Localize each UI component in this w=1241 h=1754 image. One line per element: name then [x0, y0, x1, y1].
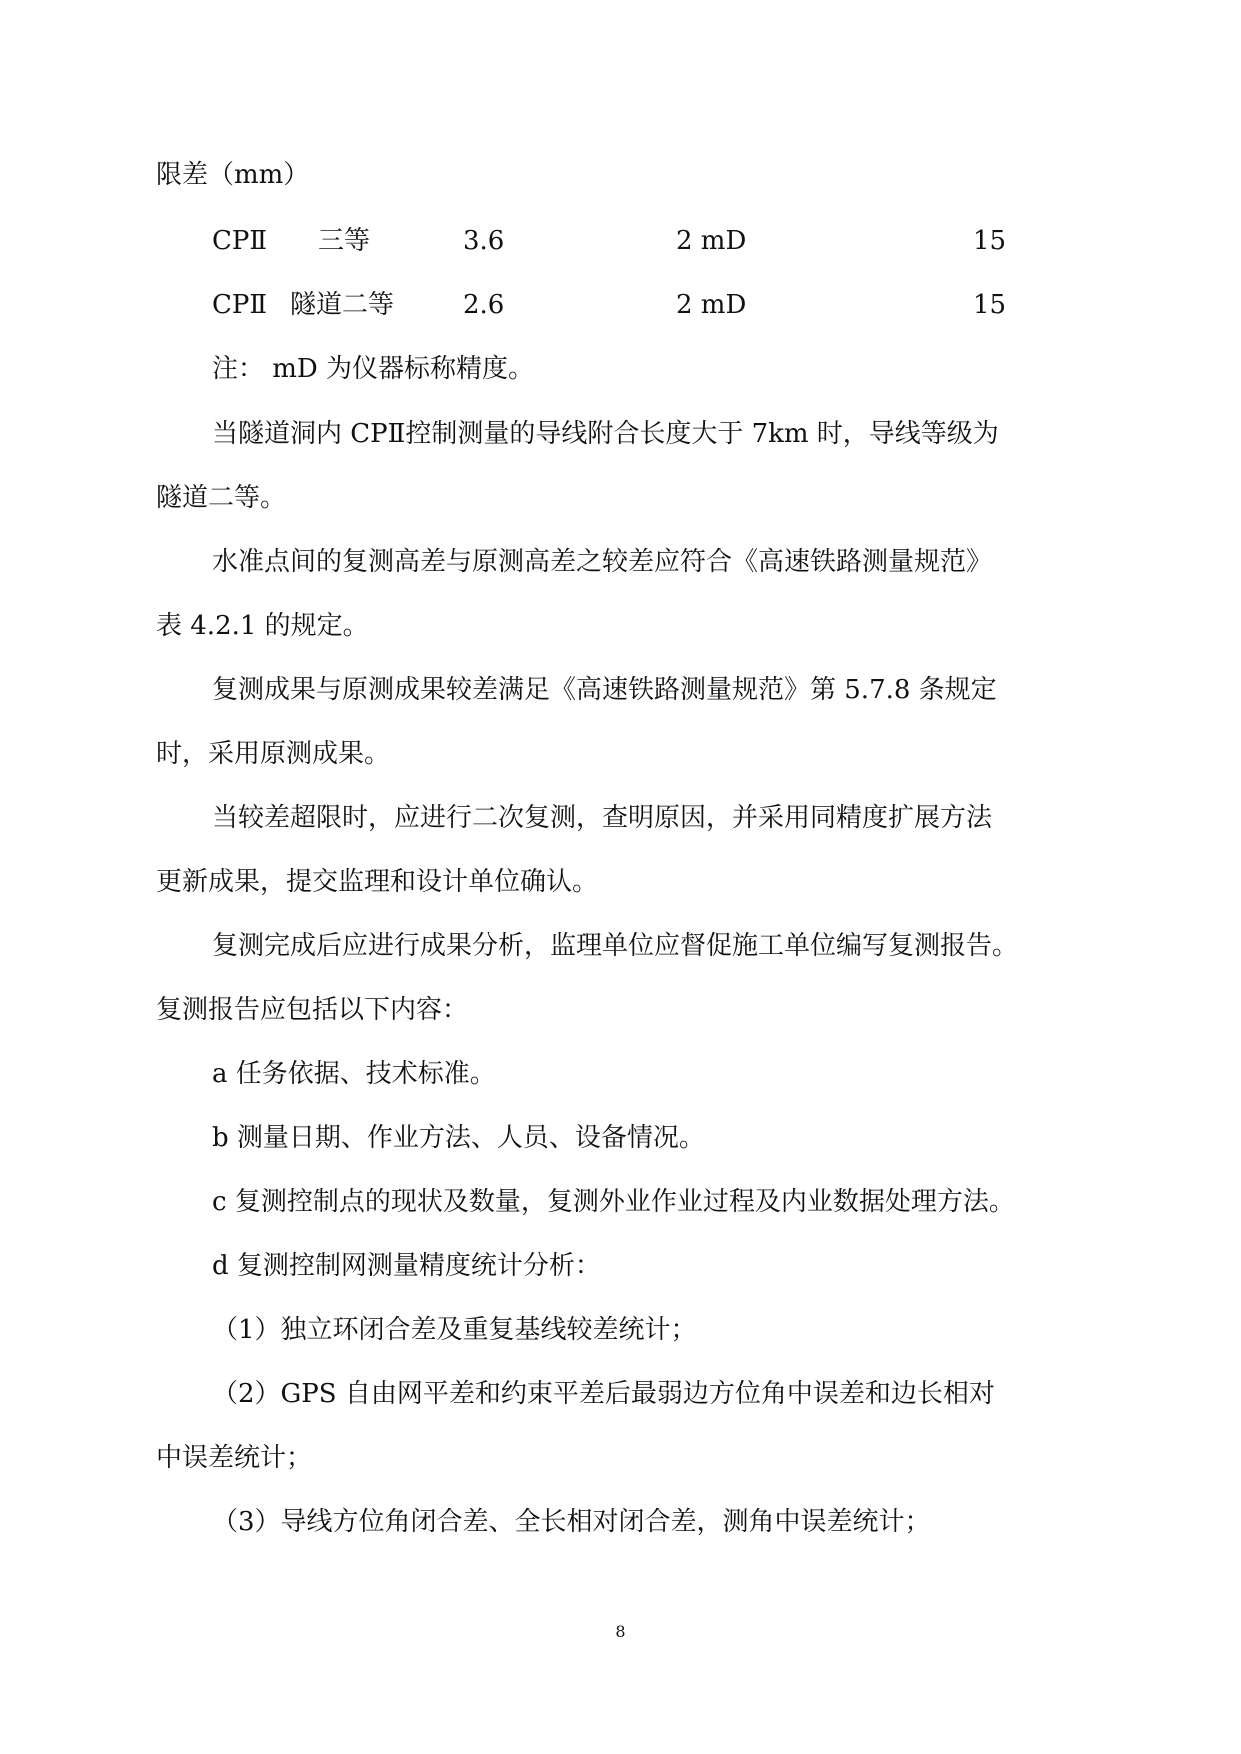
table-cell: 隧道二等	[290, 290, 395, 320]
table-cell: 3.6	[463, 226, 505, 256]
table-cell: 15	[973, 290, 1007, 320]
sub-list-item: （1）独立环闭合差及重复基线较差统计；	[212, 1315, 697, 1345]
sub-list-item: （3）导线方位角闭合差、全长相对闭合差，测角中误差统计；	[212, 1507, 931, 1537]
paragraph-line: 复测成果与原测成果较差满足《高速铁路测量规范》第 5.7.8 条规定	[212, 675, 997, 705]
paragraph-line: 时，采用原测成果。	[156, 739, 391, 769]
table-cell: 15	[973, 226, 1007, 256]
page-number: 8	[615, 1622, 626, 1641]
paragraph-line: 当较差超限时，应进行二次复测，查明原因，并采用同精度扩展方法	[212, 803, 993, 833]
list-item: a 任务依据、技术标准。	[212, 1059, 496, 1089]
tolerance-header: 限差（mm）	[156, 160, 310, 190]
table-cell: 2.6	[463, 290, 505, 320]
paragraph-line: 复测完成后应进行成果分析，监理单位应督促施工单位编写复测报告。	[212, 931, 1019, 961]
paragraph-line: 复测报告应包括以下内容：	[156, 995, 469, 1025]
paragraph-line: 水准点间的复测高差与原测高差之较差应符合《高速铁路测量规范》	[212, 547, 993, 577]
list-item: d 复测控制网测量精度统计分析：	[212, 1251, 601, 1281]
sub-list-item: （2）GPS 自由网平差和约束平差后最弱边方位角中误差和边长相对	[212, 1379, 995, 1409]
paragraph-line: 当隧道洞内 CPⅡ控制测量的导线附合长度大于 7km 时，导线等级为	[212, 419, 999, 449]
list-item: c 复测控制点的现状及数量，复测外业作业过程及内业数据处理方法。	[212, 1187, 1015, 1217]
paragraph-line: 更新成果，提交监理和设计单位确认。	[156, 867, 599, 897]
table-cell: 2 mD	[676, 290, 747, 320]
table-cell: 三等	[318, 226, 371, 256]
note-line: 注： mD 为仪器标称精度。	[212, 354, 535, 384]
paragraph-line: 隧道二等。	[156, 483, 287, 513]
table-cell: CPⅡ	[212, 290, 268, 320]
table-cell: CPⅡ	[212, 226, 268, 256]
table-cell: 2 mD	[676, 226, 747, 256]
paragraph-line: 表 4.2.1 的规定。	[156, 611, 369, 641]
list-item: b 测量日期、作业方法、人员、设备情况。	[212, 1123, 705, 1153]
sub-list-item: 中误差统计；	[156, 1443, 313, 1473]
